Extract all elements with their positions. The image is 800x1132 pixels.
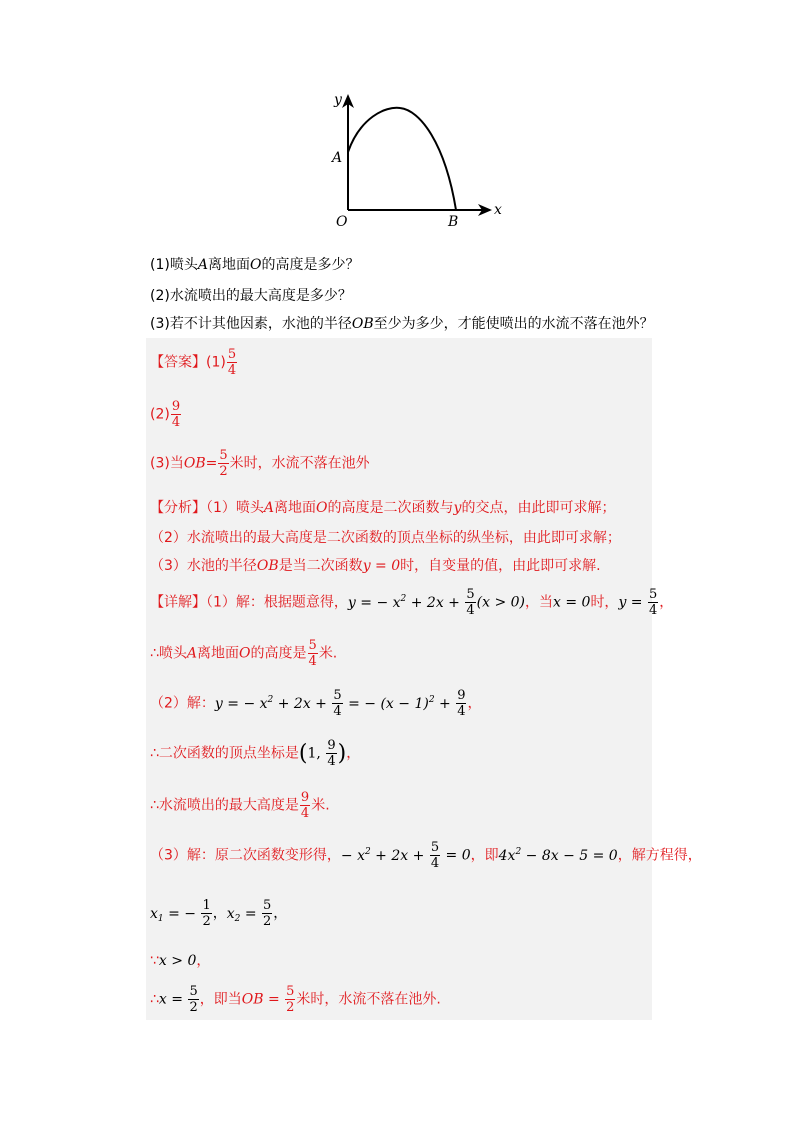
solution-step-2: （2）解：y = − $x^2 + 2x$ + $\frac{5}{4}$ = − $(x - 1)^2$ + $\frac{9}{4}$ ， <box>150 688 482 719</box>
fraction: $\frac{9}{4}$ <box>300 790 310 821</box>
fraction: $\frac{9}{4}$ <box>457 688 466 719</box>
fraction: $\frac{5}{2}$ <box>189 984 198 1015</box>
solution-vertex: ∴二次函数的顶点坐标是(1, $\frac{9}{4}$ )， <box>150 738 361 769</box>
parabola-figure <box>320 88 510 228</box>
solution-roots: $x_1$ = − $\frac{1}{2}$ ，$x_2$ = $\frac{5}{2}$ ， <box>150 898 288 929</box>
x-axis-label: x <box>494 202 502 218</box>
fraction: $\frac{5}{4}$ <box>648 587 658 618</box>
analysis-line-1: 【分析】（1）喷头A离地面O的高度是二次函数与y的交点，由此即可求解； <box>150 500 616 516</box>
point-o-label: O <box>336 214 348 228</box>
fraction: $\frac{9}{4}$ <box>171 399 181 430</box>
question-1: (1)喷头A离地面O的高度是多少？ <box>150 257 360 273</box>
fraction: $\frac{9}{4}$ <box>327 738 336 769</box>
answer-2: (2) $\frac{9}{4}$ <box>150 399 181 430</box>
question-3: (3)若不计其他因素，水池的半径OB至少为多少，才能使喷出的水流不落在池外？ <box>150 316 654 332</box>
fraction: $\frac{5}{4}$ <box>466 587 475 618</box>
fraction: $\frac{5}{4}$ <box>308 638 317 669</box>
parabola-curve <box>348 108 456 210</box>
y-axis-label: y <box>334 92 342 108</box>
fraction: $\frac{5}{4}$ <box>227 347 237 378</box>
analysis-line-2: （2）水流喷出的最大高度是二次函数的顶点坐标的纵坐标，由此即可求解； <box>150 530 621 546</box>
fraction: $\frac{5}{2}$ <box>286 984 295 1015</box>
fraction: $\frac{5}{4}$ <box>430 840 440 871</box>
solution-conclusion-1: ∴喷头A离地面O的高度是 $\frac{5}{4}$ 米. <box>150 638 338 669</box>
analysis-line-3: （3）水池的半径OB是当二次函数y = 0时，自变量的值，由此即可求解. <box>150 558 601 574</box>
fraction: $\frac{1}{2}$ <box>202 898 211 929</box>
answer-1: 【答案】(1) $\frac{5}{4}$ <box>150 347 237 378</box>
fraction: $\frac{5}{4}$ <box>333 688 342 719</box>
question-2: (2)水流喷出的最大高度是多少？ <box>150 288 352 304</box>
solution-step-3: （3）解：原二次函数变形得，− $x^2 + 2x$ + $\frac{5}{4}$ = 0，即$4x^2 - 8x - 5 = 0$，解方程得， <box>150 840 702 871</box>
fraction: $\frac{5}{2}$ <box>263 898 272 929</box>
solution-max-height: ∴水流喷出的最大高度是 $\frac{9}{4}$ 米. <box>150 790 330 821</box>
solution-step-1: 【详解】（1）解：根据题意得，y = − $x^2 + 2x$ + $\frac{5}{4}$ (x > 0)，当x = 0时，y = $\frac{5}{4}$ ， <box>150 587 674 618</box>
fraction: $\frac{5}{2}$ <box>219 448 228 479</box>
point-b-label: B <box>448 214 459 228</box>
answer-3: (3)当OB= $\frac{5}{2}$ 米时，水流不落在池外 <box>150 448 370 479</box>
solution-final: ∴x = $\frac{5}{2}$ ，即当OB = $\frac{5}{2}$ 米时，水流不落在池外. <box>150 984 441 1015</box>
solution-condition: ∵x > 0， <box>150 953 211 969</box>
point-a-label: A <box>332 150 343 166</box>
